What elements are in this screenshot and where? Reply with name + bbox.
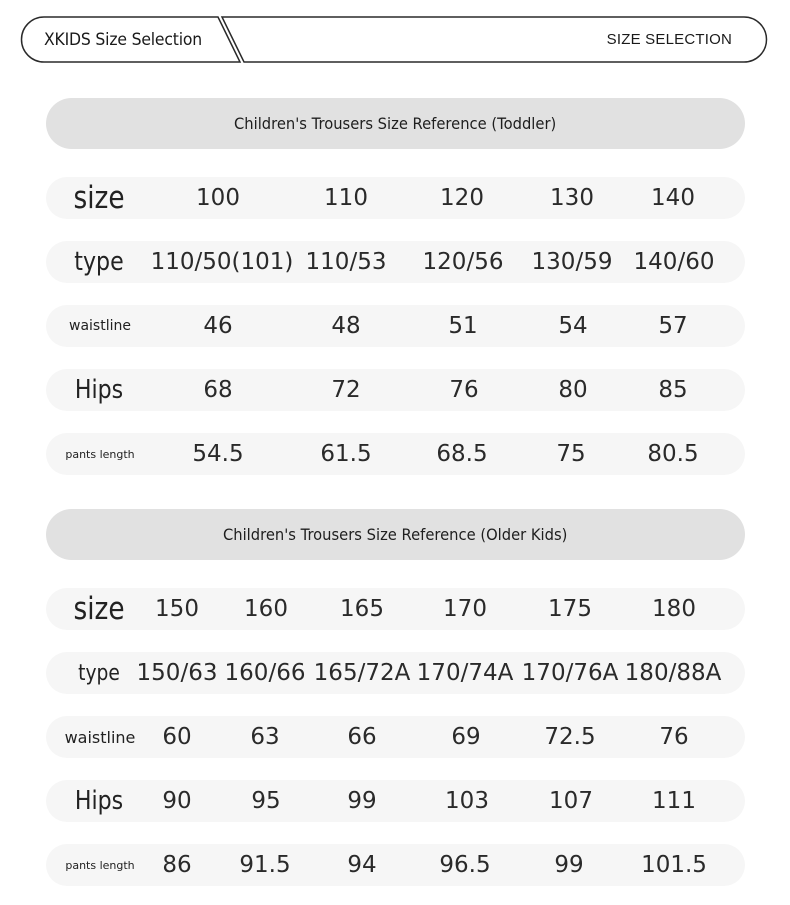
- row-label: Hips: [74, 375, 124, 405]
- table-cell: 170/74A: [416, 660, 514, 686]
- older-kids-section-title: [46, 509, 745, 560]
- header-left-tab-label: XKIDS Size Selection: [44, 30, 203, 50]
- toddler-row-hips: [46, 369, 745, 411]
- table-cell: 76: [659, 724, 689, 750]
- table-cell: 85: [658, 377, 688, 403]
- table-cell: 57: [658, 313, 688, 339]
- older-kids-section-title-text: Children's Trousers Size Reference (Older Kids): [223, 525, 568, 544]
- row-label: waistline: [64, 727, 136, 747]
- toddler-row-pants-length: [46, 433, 745, 475]
- row-label: Hips: [74, 786, 124, 816]
- table-cell: 140/60: [633, 249, 715, 275]
- table-cell: 60: [162, 724, 192, 750]
- table-cell: 61.5: [320, 441, 372, 467]
- table-cell: 91.5: [239, 852, 291, 878]
- table-cell: 66: [347, 724, 377, 750]
- table-cell: 80: [558, 377, 588, 403]
- table-cell: 160/66: [224, 660, 306, 686]
- row-label: size: [73, 180, 125, 216]
- table-cell: 54.5: [192, 441, 244, 467]
- table-cell: 140: [651, 185, 695, 211]
- older-row-size: [46, 588, 745, 630]
- table-cell: 160: [244, 596, 288, 622]
- toddler-section-title: [46, 98, 745, 149]
- table-cell: 130: [550, 185, 594, 211]
- table-cell: 103: [445, 788, 489, 814]
- table-cell: 72: [331, 377, 361, 403]
- table-cell: 101.5: [641, 852, 707, 878]
- table-cell: 120: [440, 185, 484, 211]
- table-cell: 107: [549, 788, 593, 814]
- table-cell: 72.5: [544, 724, 596, 750]
- header-right-tab-label: SIZE SELECTION: [606, 31, 732, 48]
- table-cell: 150/63: [136, 660, 218, 686]
- table-cell: 76: [449, 377, 479, 403]
- table-cell: 111: [652, 788, 696, 814]
- table-cell: 95: [251, 788, 281, 814]
- row-label: type: [74, 247, 124, 277]
- table-cell: 170/76A: [521, 660, 619, 686]
- table-cell: 180: [652, 596, 696, 622]
- table-cell: 99: [347, 788, 377, 814]
- table-cell: 51: [448, 313, 478, 339]
- toddler-row-waistline: [46, 305, 745, 347]
- table-cell: 170: [443, 596, 487, 622]
- older-row-type: [46, 652, 745, 694]
- older-row-hips: [46, 780, 745, 822]
- toddler-row-size: [46, 177, 745, 219]
- table-cell: 94: [347, 852, 377, 878]
- table-cell: 46: [203, 313, 233, 339]
- older-row-pants-length: [46, 844, 745, 886]
- table-cell: 130/59: [531, 249, 613, 275]
- row-label: waistline: [69, 318, 131, 334]
- table-cell: 68: [203, 377, 233, 403]
- table-cell: 99: [554, 852, 584, 878]
- row-label: type: [78, 660, 120, 686]
- table-cell: 165/72A: [313, 660, 411, 686]
- table-cell: 180/88A: [624, 660, 722, 686]
- table-cell: 75: [556, 441, 586, 467]
- row-label: size: [73, 591, 125, 627]
- row-label: pants length: [65, 858, 135, 872]
- table-cell: 69: [451, 724, 481, 750]
- table-cell: 54: [558, 313, 588, 339]
- table-cell: 48: [331, 313, 361, 339]
- table-cell: 175: [548, 596, 592, 622]
- table-cell: 165: [340, 596, 384, 622]
- row-label: pants length: [65, 447, 135, 461]
- table-cell: 120/56: [422, 249, 504, 275]
- table-cell: 63: [250, 724, 280, 750]
- table-cell: 86: [162, 852, 192, 878]
- table-cell: 96.5: [439, 852, 491, 878]
- table-cell: 80.5: [647, 441, 699, 467]
- toddler-section-title-text: Children's Trousers Size Reference (Toddler): [234, 114, 557, 133]
- table-cell: 100: [196, 185, 240, 211]
- table-cell: 90: [162, 788, 192, 814]
- table-cell: 110/53: [305, 249, 387, 275]
- toddler-row-type: [46, 241, 745, 283]
- table-cell: 150: [155, 596, 199, 622]
- older-row-waistline: [46, 716, 745, 758]
- table-cell: 110: [324, 185, 368, 211]
- table-cell: 68.5: [436, 441, 488, 467]
- table-cell: 110/50(101): [150, 249, 294, 275]
